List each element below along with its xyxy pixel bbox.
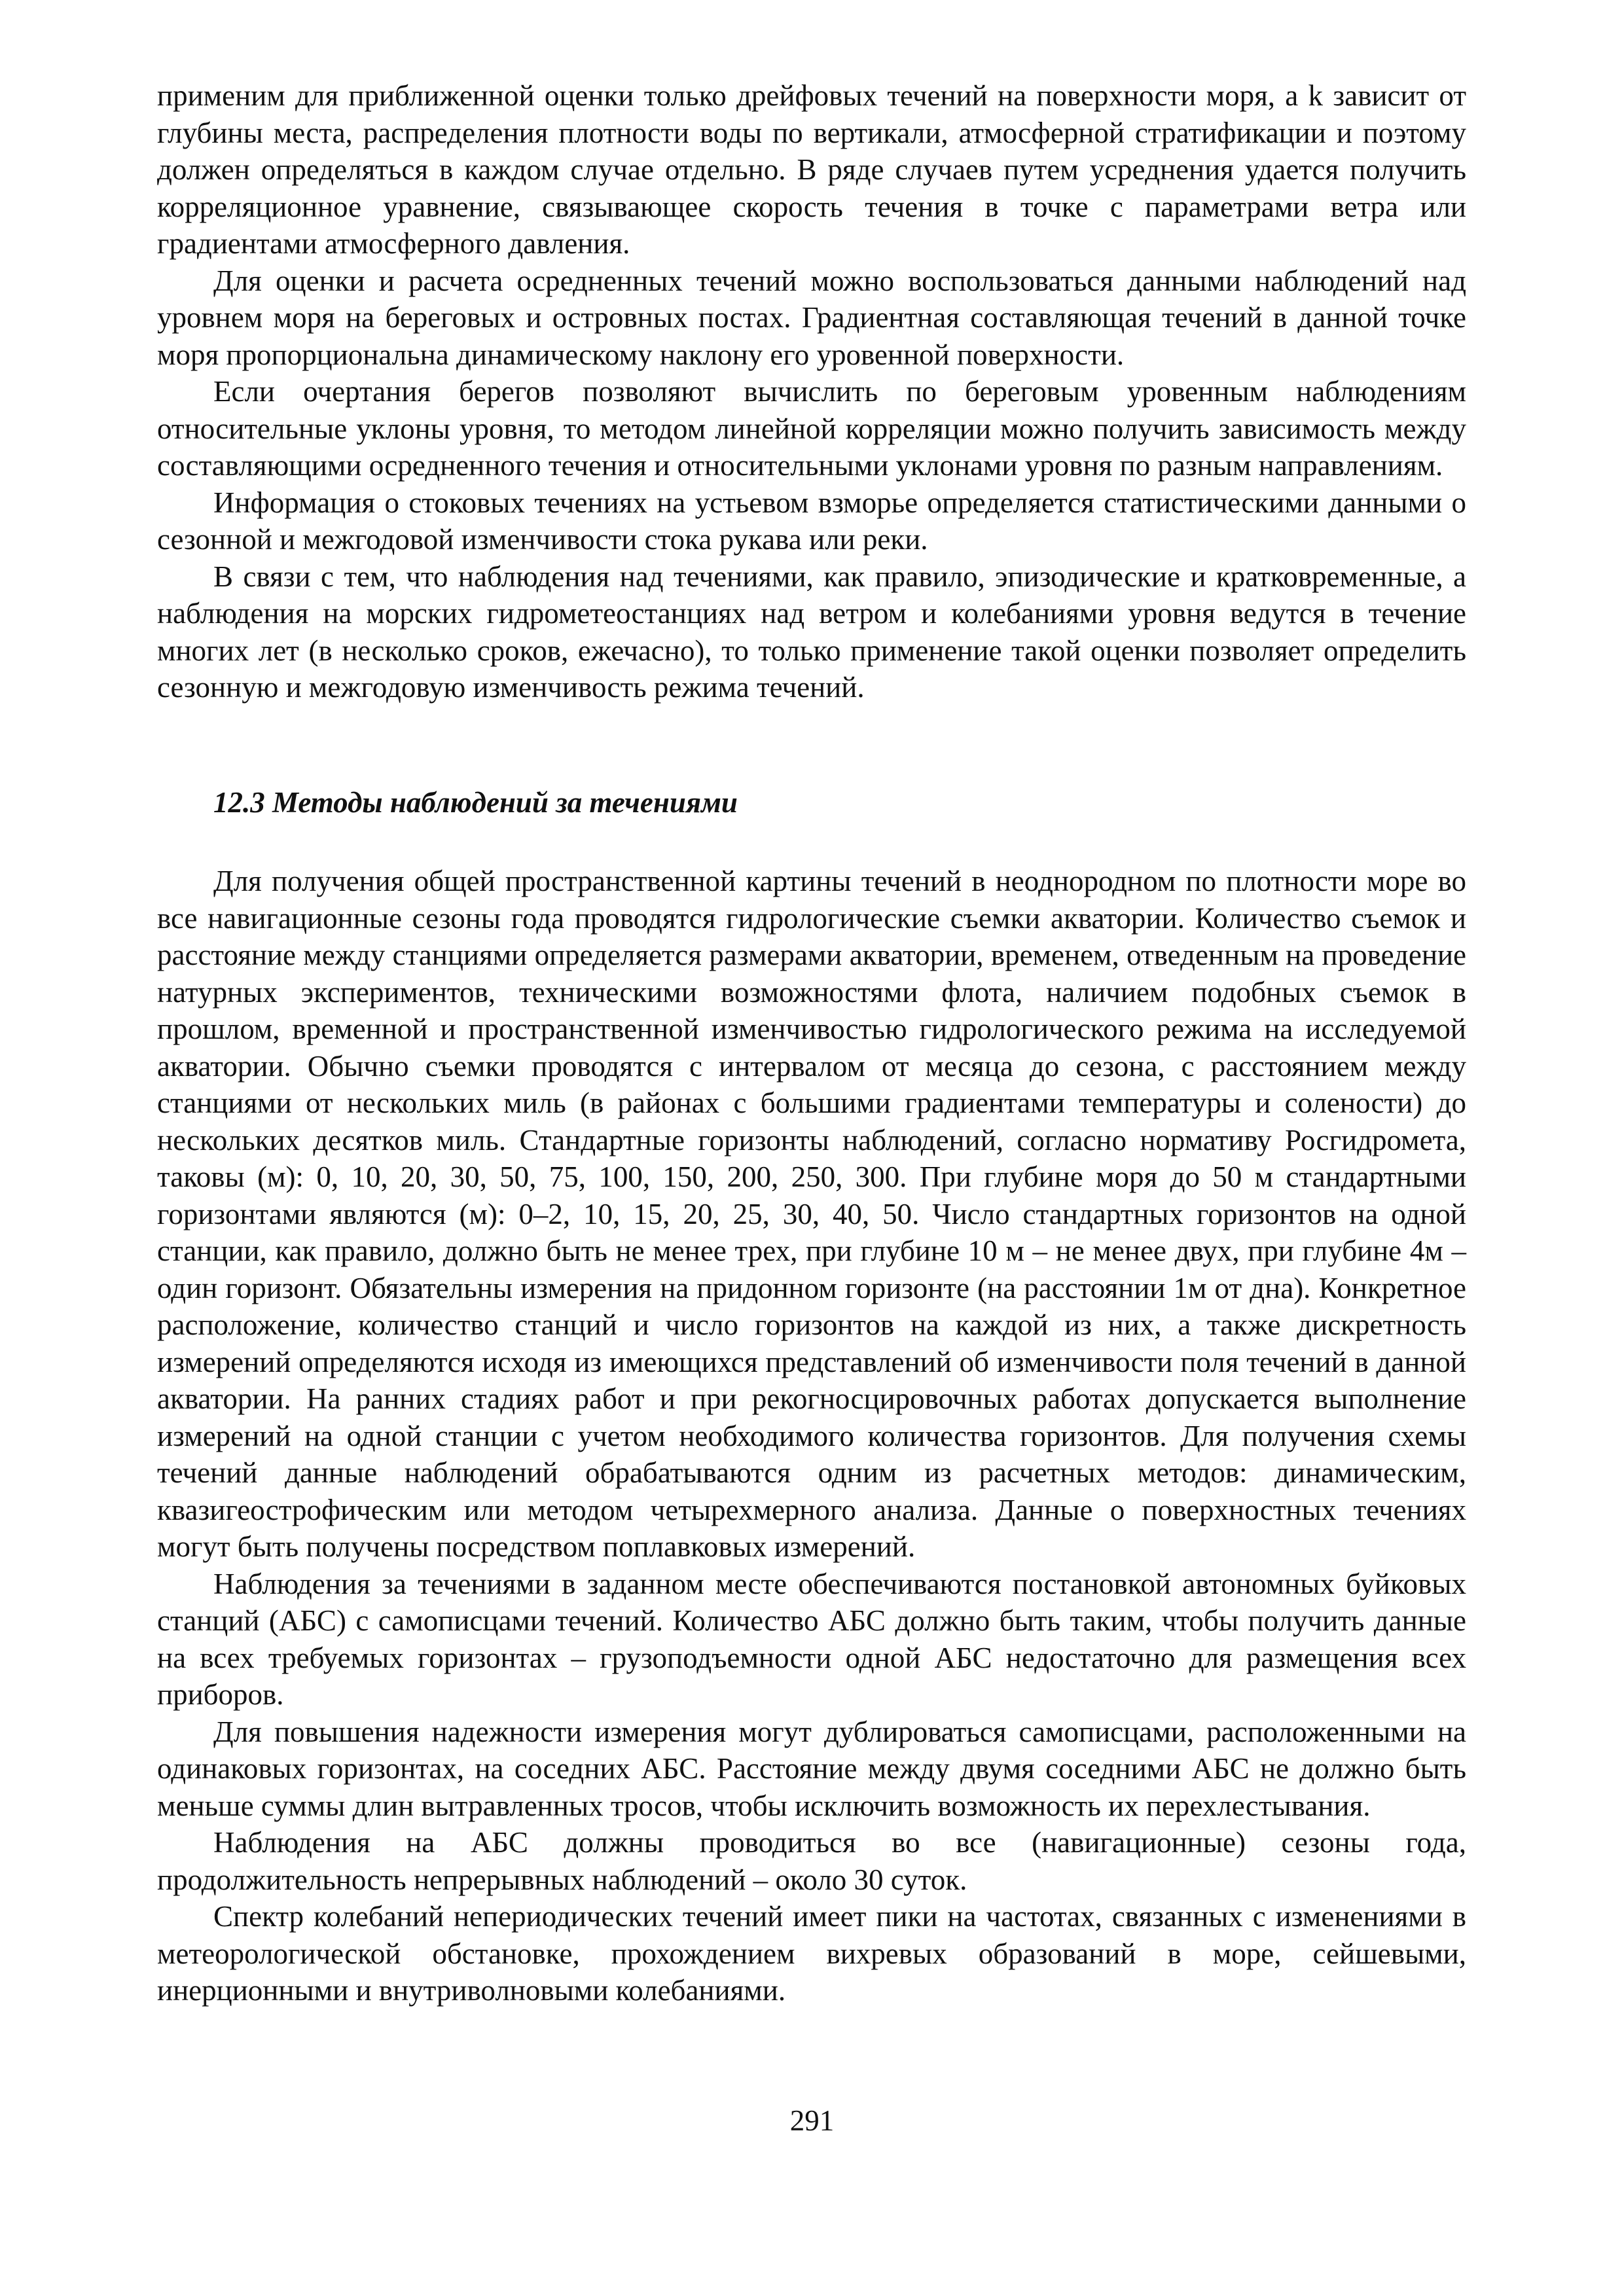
paragraph: В связи с тем, что наблюдения над течениями, как правило, эпизодические и кратковременные, а наблюдения на морских гидрометеостанциях над ветром и колебаниями уровня ведутся в течение многих лет (в несколько сроков, ежечасно), то только применение такой оценки позволяет определить сезонную и межгодовую изменчивость режима течений. — [157, 560, 1466, 704]
paragraph: Если очертания берегов позволяют вычислить по береговым уровенным наблюдениям относительные уклоны уровня, то методом линейной корреляции можно получить зависимость между составляющими осредненного течения и относительными уклонами уровня по разным направлениям. — [157, 375, 1466, 482]
paragraph: Информация о стоковых течениях на устьевом взморье определяется статистическими данными о сезонной и межгодовой изменчивости стока рукава или реки. — [157, 486, 1466, 556]
body-text-bottom — [157, 863, 1466, 2009]
body-text-top — [157, 77, 1466, 706]
page-number: 291 — [789, 2104, 835, 2137]
paragraph: Для оценки и расчета осредненных течений можно воспользоваться данными наблюдений над уровнем моря на береговых и островных постах. Градиентная составляющая течений в данной точке моря пропорциональна динамическому наклону его уровенной поверхности. — [157, 264, 1466, 371]
paragraph: Спектр колебаний непериодических течений имеет пики на частотах, связанных с изменениями в метеорологической обстановке, прохождением вихревых образований в море, сейшевыми, инерционными и внутриволновыми колебаниями. — [157, 1900, 1466, 2007]
paragraph: применим для приближенной оценки только дрейфовых течений на поверхности моря, а k зависит от глубины места, распределения плотности воды по вертикали, атмосферной стратификации и поэтому должен определяться в каждом случае отдельно. В ряде случаев путем усреднения удается получить корреляционное уравнение, связывающее скорость течения в точке с параметрами ветра или градиентами атмосферного давления. — [157, 79, 1466, 260]
paragraph: Наблюдения за течениями в заданном месте обеспечиваются постановкой автономных буйковых станций (АБС) с самописцами течений. Количество АБС должно быть таким, чтобы получить данные на всех требуемых горизонтах – грузоподъемности одной АБС недостаточно для размещения всех приборов. — [157, 1567, 1466, 1711]
paragraph: Для получения общей пространственной картины течений в неоднородном по плотности море во все навигационные сезоны года проводятся гидрологические съемки акватории. Количество съемок и расстояние между станциями определяется размерами акватории, временем, отведенным на проведение натурных экспериментов, техническими возможностями флота, наличием подобных съемок в прошлом, временной и пространственной изменчивостью гидрологического режима на исследуемой акватории. Обычно съемки проводятся с интервалом от месяца до сезона, с расстоянием между станциями от нескольких миль (в районах с большими градиентами температуры и солености) до нескольких десятков миль. Стандартные горизонты наблюдений, согласно нормативу Росгидромета, таковы (м): 0, 10, 20, 30, 50, 75, 100, 150, 200, 250, 300. При глубине моря до 50 м стандартными горизонтами являются (м): 0–2, 10, 15, 20, 25, 30, 40, 50. Число стандартных горизонтов на одной станции, как правило, должно быть не менее трех, при глубине 10 м – не менее двух, при глубине 4м – один горизонт. Обязательны измерения на придонном горизонте (на расстоянии 1м от дна). Конкретное расположение, количество станций и число горизонтов на каждой из них, а также дискретность измерений определяются исходя из имеющихся представлений об изменчивости поля течений в данной акватории. На ранних стадиях работ и при рекогносцировочных работах допускается выполнение измерений на одной станции с учетом необходимого количества горизонтов. Для получения схемы течений данные наблюдений обрабатываются одним из расчетных методов: динамическим, квазигеострофическим или методом четырехмерного анализа. Данные о поверхностных течениях могут быть получены посредством поплавковых измерений. — [157, 865, 1466, 1563]
paragraph: Для повышения надежности измерения могут дублироваться самописцами, расположенными на одинаковых горизонтах, на соседних АБС. Расстояние между двумя соседними АБС не должно быть меньше суммы длин вытравленных тросов, чтобы исключить возможность их перехлестывания. — [157, 1715, 1466, 1822]
paragraph: Наблюдения на АБС должны проводиться во все (навигационные) сезоны года, продолжительность непрерывных наблюдений – около 30 суток. — [157, 1826, 1466, 1896]
section-heading: 12.3 Методы наблюдений за течениями — [213, 786, 738, 819]
